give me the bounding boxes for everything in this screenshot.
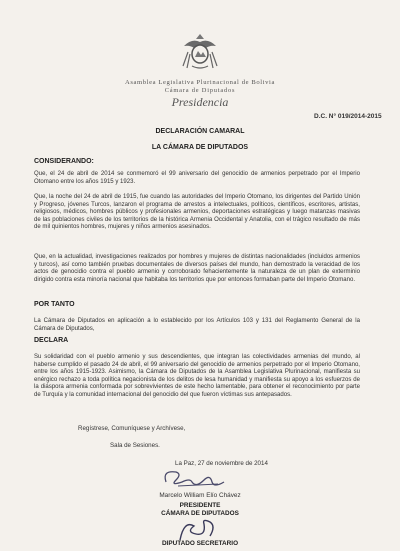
considerando-paragraph-2: Que, la noche del 24 de abril de 1915, fue cuando las autoridades del Imperio Otomano, los dirigentes del Partido Unión y Progreso, jóvenes Turcos, lanzaron el programa de arrestos a intelectuales, políticos, científicos, escritores, artistas, religiosos, médicos, hombres públicos y profesionales armenios, deportaciones estratégicas y luego matanzas masivas de las poblaciones civiles de los territorios de la histórica Armenia Occidental y Anatolia, con el trágico resultado de más de mil quinientos hombres, mujeres y niños armenios asesinados. [34,194,360,231]
secretary-role: DIPUTADO SECRETARIO [161,540,239,547]
header-assembly-name: Asamblea Legislativa Plurinacional de Bolivia [124,79,276,86]
header-presidency: Presidencia [171,95,229,109]
register-line: Regístrese, Comuníquese y Archívese, [78,425,186,432]
president-name: Marcelo William Elío Chávez [159,492,241,499]
document-number: D.C. N° 019/2014-2015 [314,113,382,120]
declara-paragraph: Su solidaridad con el pueblo armenio y sus descendientes, que integran las colectividades armenias del mundo, al haberse cumplido el pasado 24 de abril, el 99 aniversario del genocidio de armenios perpetrado por el Imperio Otomano, entre los años 1915-1923. Asimismo, la Cámara de Diputados de la Asamblea Legislativa Plurinacional, manifiesta su enérgico rechazo a toda política negacionista de los delitos de lesa humanidad y manifiesta su apoyo a los esfuerzos de la diáspora armenia conformada por sobrevivientes de este hecho lamentable, para obtener el reconocimiento por parte de Turquía y la comunidad internacional del genocidio del que fueron víctimas sus antepasados. [34,354,360,398]
declara-heading: DECLARA [34,337,69,344]
session-line: Sala de Sesiones. [110,442,160,449]
date-line: La Paz, 27 de noviembre de 2014 [175,460,268,467]
president-signature-icon [160,466,230,492]
chamber-title: LA CÁMARA DE DIPUTADOS [151,144,249,151]
bolivia-coat-of-arms-icon [180,32,220,72]
por-tanto-paragraph: La Cámara de Diputados en aplicación a lo establecido por los Artículos 103 y 131 del Reglamento General de la Cámara de Diputados, [34,318,360,332]
declaration-title: DECLARACIÓN CAMARAL [155,128,245,135]
considerando-heading: CONSIDERANDO: [34,158,94,165]
considerando-paragraph-3: Que, en la actualidad, investigaciones realizados por hombres y mujeres de distintas nacionalidades (incluidos armenios y turcos), así como también pruebas documentales de diversos países del mundo, han demostrado la veracidad de los actos de genocidio contra el pueblo armenio y corroborado fehacientemente la naturaleza de un plan de exterminio dirigido contra esta minoría nacional que habitaba los territorios que por entonces formaban parte del Imperio Otomano. [34,254,360,283]
president-role: PRESIDENTE [179,502,221,509]
considerando-paragraph-1: Que, el 24 de abril de 2014 se conmemoró el 99 aniversario del genocidio de armenios perpetrado por el Imperio Otomano entre los años 1915 y 1923. [34,171,360,185]
por-tanto-heading: POR TANTO [34,301,75,308]
header-chamber-name: Cámara de Diputados [164,87,236,94]
president-chamber: CÁMARA DE DIPUTADOS [161,510,239,517]
